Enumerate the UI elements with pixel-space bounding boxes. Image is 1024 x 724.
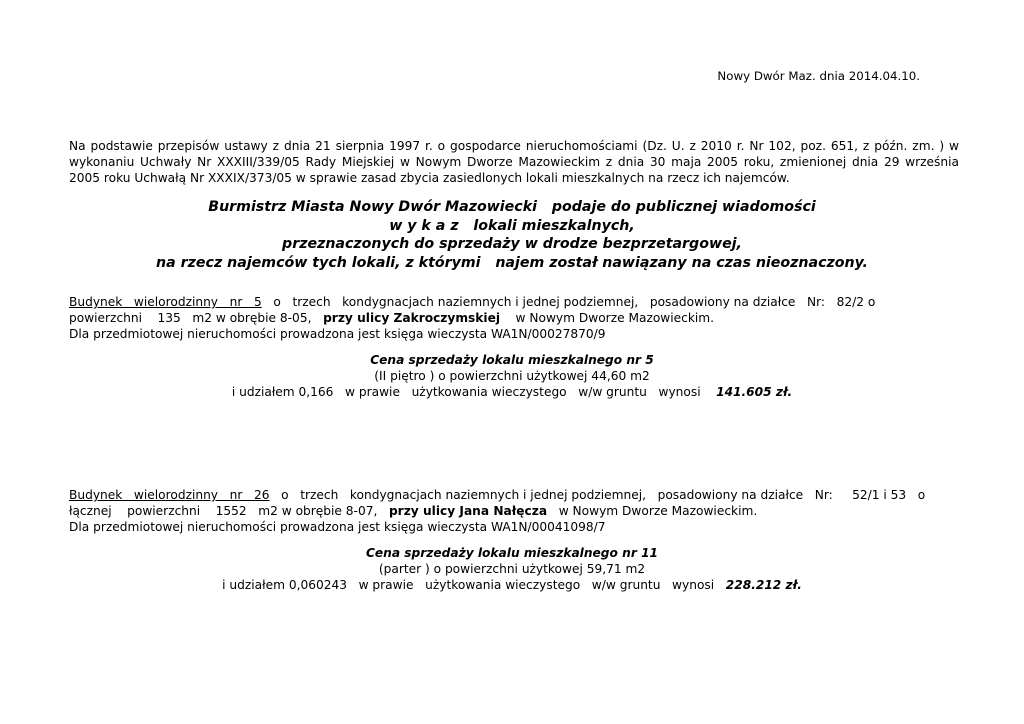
announcement-heading: [0, 198, 1024, 272]
floor-area: (parter ) o powierzchni użytkowej 59,71 m2: [378, 562, 646, 576]
price-title: Cena sprzedaży lokalu mieszkalnego nr 5: [370, 353, 654, 367]
heading-line-2: w y k a z lokali mieszkalnych,: [389, 217, 635, 234]
sale-price: 228.212 zł.: [725, 578, 802, 592]
land-registry: Dla przedmiotowej nieruchomości prowadzona jest księga wieczysta WA1N/00041098/7: [69, 520, 606, 534]
street-name: przy ulicy Jana Nałęcza: [388, 504, 548, 518]
share-text: i udziałem 0,166 w prawie użytkowania wieczystego w/w gruntu wynosi: [231, 385, 717, 399]
street-name: przy ulicy Zakroczymskiej: [323, 311, 501, 325]
price-block-2: [0, 545, 1024, 593]
building-details: o trzech kondygnacjach naziemnych i jednej podziemnej, posadowiony na działce Nr: 82/2 o: [261, 295, 876, 309]
price-title: Cena sprzedaży lokalu mieszkalnego nr 11: [365, 546, 659, 560]
legal-basis-paragraph: Na podstawie przepisów ustawy z dnia 21 sierpnia 1997 r. o gospodarce nieruchomościami (Dz. U. z 2010 r. Nr 102, poz. 651, z późn. zm. ) w wykonaniu Uchwały Nr XXXIII/339/05 Rady Miejskiej w Nowym Dworze Mazowieckim z dnia 30 maja 2005 roku, zmienionej dnia 29 września 2005 roku Uchwałą Nr XXXIX/373/05 w sprawie zasad zbycia zasiedlonych lokali mieszkalnych na rzecz ich najemców.: [69, 139, 959, 185]
building-number: Budynek wielorodzinny nr 5: [69, 295, 262, 309]
building-number: Budynek wielorodzinny nr 26: [69, 488, 270, 502]
sale-price: 141.605 zł.: [716, 385, 793, 399]
property-description-1: [69, 294, 959, 342]
location: w Nowym Dworze Mazowieckim.: [500, 311, 715, 325]
heading-line-1: Burmistrz Miasta Nowy Dwór Mazowiecki podaje do publicznej wiadomości: [208, 199, 816, 215]
price-block-1: [0, 352, 1024, 400]
share-text: i udziałem 0,060243 w prawie użytkowania wieczystego w/w gruntu wynosi: [222, 578, 726, 592]
property-description-2: [69, 487, 959, 535]
plot-area: łącznej powierzchni 1552 m2 w obrębie 8-07,: [69, 504, 389, 518]
land-registry: Dla przedmiotowej nieruchomości prowadzona jest księga wieczysta WA1N/00027870/9: [69, 327, 606, 341]
building-details: o trzech kondygnacjach naziemnych i jednej podziemnej, posadowiony na działce Nr: 52/1 i 53 o: [269, 488, 926, 502]
heading-line-4: na rzecz najemców tych lokali, z którymi najem został nawiązany na czas nieoznaczony.: [156, 254, 868, 271]
location: w Nowym Dworze Mazowieckim.: [547, 504, 758, 518]
plot-area: powierzchni 135 m2 w obrębie 8-05,: [69, 311, 324, 325]
floor-area: (II piętro ) o powierzchni użytkowej 44,60 m2: [374, 369, 650, 383]
document-date: Nowy Dwór Maz. dnia 2014.04.10.: [717, 69, 920, 83]
heading-line-3: przeznaczonych do sprzedaży w drodze bezprzetargowej,: [282, 236, 742, 252]
